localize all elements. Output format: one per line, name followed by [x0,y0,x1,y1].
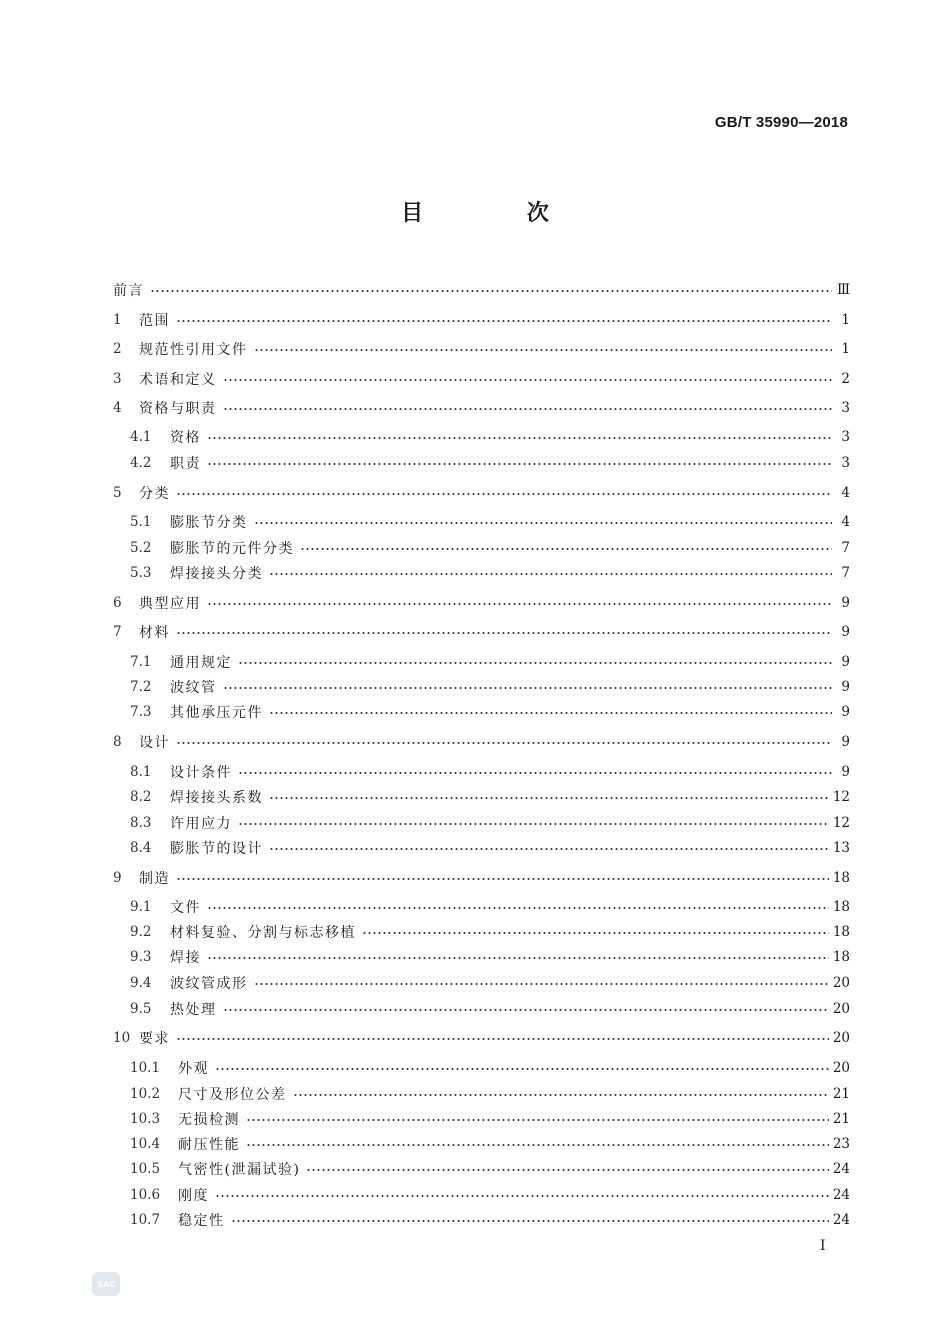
toc-entry[interactable] [130,972,850,994]
toc-entry-label: 职责 [170,456,201,472]
toc-entry-number: 9.3 [130,949,152,965]
toc-leader-dots [269,701,832,723]
toc-entry[interactable] [130,761,850,783]
toc-entry-page: Ⅲ [836,282,850,298]
toc-leader-dots [223,676,833,698]
page-title: 目 次 [401,201,597,226]
toc-entry-page: 3 [841,429,850,445]
toc-entry-number: 7 [113,624,122,640]
toc-entry-number: 1 [113,312,122,328]
toc-entry-page: 1 [841,341,850,357]
toc-entry-label: 分类 [139,486,170,502]
toc-entry-page: 3 [841,455,850,471]
toc-entry-label: 无损检测 [178,1112,240,1128]
toc-leader-dots [269,837,829,859]
toc-entry-number: 9.4 [130,975,152,991]
toc-entry[interactable] [130,1184,850,1206]
toc-entry[interactable] [130,1083,850,1105]
toc-leader-dots [269,786,829,808]
toc-entry-number: 7.1 [130,654,152,670]
toc-entry[interactable] [130,676,850,698]
toc-leader-dots [223,998,829,1020]
toc-entry[interactable] [113,279,850,301]
toc-leader-dots [223,397,833,419]
toc-entry-label: 要求 [139,1031,170,1047]
toc-entry[interactable] [130,701,850,723]
toc-entry-label: 耐压性能 [178,1137,240,1153]
toc-entry-number: 7.3 [130,704,152,720]
toc-entry[interactable] [130,1057,850,1079]
toc-entry-page: 13 [832,840,850,856]
toc-entry-page: 18 [832,870,850,886]
toc-entry-label: 材料 [139,625,170,641]
toc-entry-number: 4.2 [130,455,152,471]
toc-entry-number: 8.3 [130,815,152,831]
toc-entry-label: 文件 [170,900,201,916]
toc-entry-number: 9.2 [130,924,152,940]
toc-entry[interactable] [113,621,850,643]
toc-entry-label: 尺寸及形位公差 [178,1087,287,1103]
toc-entry-number: 4 [113,400,122,416]
toc-leader-dots [269,562,832,584]
toc-leader-dots [207,592,832,614]
toc-leader-dots [176,867,829,889]
toc-entry-label: 规范性引用文件 [139,342,248,358]
toc-entry-number: 10 [113,1030,131,1046]
toc-entry-label: 材料复验、分割与标志移植 [170,925,356,941]
toc-entry-label: 波纹管成形 [170,976,248,992]
toc-entry-page: 18 [832,899,850,915]
toc-entry-number: 10.2 [130,1086,161,1102]
toc-entry-page: 4 [841,514,850,530]
toc-entry[interactable] [113,338,850,360]
toc-entry-page: 9 [841,764,850,780]
toc-leader-dots [215,1057,829,1079]
toc-entry-label: 膨胀节分类 [170,515,248,531]
toc-leader-dots [362,921,829,943]
toc-entry-page: 12 [832,815,850,831]
toc-entry[interactable] [113,368,850,390]
toc-leader-dots [207,452,832,474]
toc-entry-label: 外观 [178,1061,209,1077]
toc-entry-page: 24 [832,1212,850,1228]
toc-leader-dots [238,761,832,783]
toc-entry-number: 5.3 [130,565,152,581]
toc-entry-label: 术语和定义 [139,372,217,388]
toc-leader-dots [238,812,829,834]
toc-entry-label: 资格与职责 [139,401,217,417]
toc-entry[interactable] [113,867,850,889]
toc-entry-label: 膨胀节的设计 [170,841,263,857]
toc-entry-label: 波纹管 [170,680,217,696]
toc-entry-page: 23 [832,1136,850,1152]
toc-entry-page: 21 [832,1086,850,1102]
toc-entry-number: 8.1 [130,764,152,780]
toc-entry-number: 5.2 [130,540,152,556]
toc-entry-page: 1 [841,312,850,328]
toc-entry-label: 许用应力 [170,816,232,832]
toc-entry-number: 9.1 [130,899,152,915]
toc-entry-label: 前言 [113,283,144,299]
toc-entry[interactable] [130,812,850,834]
toc-entry-number: 10.4 [130,1136,161,1152]
toc-entry[interactable] [113,397,850,419]
toc-entry[interactable] [130,946,850,968]
toc-entry-label: 气密性(泄漏试验) [178,1162,301,1178]
toc-leader-dots [207,426,832,448]
toc-leader-dots [176,731,832,753]
toc-entry-page: 7 [841,565,850,581]
toc-entry-page: 9 [841,654,850,670]
toc-entry[interactable] [113,1027,850,1049]
toc-entry-label: 膨胀节的元件分类 [170,541,294,557]
toc-entry[interactable] [130,1133,850,1155]
toc-leader-dots [293,1083,829,1105]
toc-entry-label: 设计条件 [170,765,232,781]
toc-entry-label: 通用规定 [170,655,232,671]
toc-entry-label: 焊接 [170,950,201,966]
toc-entry-label: 资格 [170,430,201,446]
toc-leader-dots [207,896,829,918]
toc-entry[interactable] [130,837,850,859]
toc-entry-page: 9 [841,679,850,695]
toc-entry[interactable] [130,786,850,808]
toc-leader-dots [176,309,832,331]
toc-entry-number: 7.2 [130,679,152,695]
toc-entry-page: 9 [841,595,850,611]
toc-leader-dots [238,651,832,673]
toc-entry[interactable] [130,1158,850,1180]
toc-entry[interactable] [113,309,850,331]
toc-entry-number: 8 [113,734,122,750]
toc-entry[interactable] [130,998,850,1020]
toc-entry[interactable] [130,452,850,474]
page-number: I [820,1238,826,1254]
toc-entry[interactable] [130,1209,850,1231]
toc-leader-dots [246,1108,829,1130]
toc-entry-label: 范围 [139,313,170,329]
watermark-text: SAC [97,1279,115,1289]
toc-leader-dots [176,482,832,504]
toc-entry-page: 24 [832,1161,850,1177]
toc-entry-label: 刚度 [178,1188,209,1204]
toc-entry-page: 20 [832,975,850,991]
toc-entry-label: 稳定性 [178,1213,225,1229]
toc-entry-number: 10.5 [130,1161,161,1177]
toc-entry-number: 9 [113,870,122,886]
toc-entry-label: 典型应用 [139,596,201,612]
toc-leader-dots [254,511,833,533]
toc-entry-number: 6 [113,595,122,611]
toc-entry-page: 3 [841,400,850,416]
toc-entry-page: 7 [841,540,850,556]
toc-entry-number: 5.1 [130,514,152,530]
toc-entry[interactable] [113,731,850,753]
toc-entry-number: 10.6 [130,1187,161,1203]
toc-entry[interactable] [130,1108,850,1130]
toc-entry[interactable] [130,511,850,533]
toc-leader-dots [176,1027,829,1049]
toc-entry-label: 其他承压元件 [170,705,263,721]
toc-leader-dots [215,1184,829,1206]
toc-entry-page: 20 [832,1060,850,1076]
toc-entry-page: 4 [841,485,850,501]
toc-leader-dots [246,1133,829,1155]
toc-entry-number: 10.7 [130,1212,161,1228]
toc-entry-page: 24 [832,1187,850,1203]
toc-leader-dots [306,1158,828,1180]
toc-leader-dots [176,621,832,643]
toc-entry-page: 12 [832,789,850,805]
toc-leader-dots [254,972,829,994]
toc-leader-dots [300,537,832,559]
toc-entry-number: 10.1 [130,1060,161,1076]
toc-entry-number: 9.5 [130,1001,152,1017]
toc-entry-page: 20 [832,1030,850,1046]
toc-entry[interactable] [130,426,850,448]
toc-entry-page: 20 [832,1001,850,1017]
toc-leader-dots [207,946,829,968]
toc-entry[interactable] [130,896,850,918]
toc-entry-number: 8.2 [130,789,152,805]
toc-entry[interactable] [130,537,850,559]
toc-entry[interactable] [113,482,850,504]
toc-entry-number: 8.4 [130,840,152,856]
toc-entry-page: 9 [841,704,850,720]
toc-entry-number: 4.1 [130,429,152,445]
toc-entry-page: 2 [841,371,850,387]
toc-entry[interactable] [130,562,850,584]
toc-entry-number: 10.3 [130,1111,161,1127]
toc-leader-dots [254,338,833,360]
toc-entry-number: 2 [113,341,122,357]
toc-entry[interactable] [130,651,850,673]
toc-leader-dots [150,279,832,301]
toc-entry-label: 制造 [139,871,170,887]
toc-entry-label: 焊接接头系数 [170,790,263,806]
toc-entry-page: 18 [832,949,850,965]
toc-entry[interactable] [130,921,850,943]
toc-entry-number: 3 [113,371,122,387]
toc-entry-label: 焊接接头分类 [170,566,263,582]
toc-leader-dots [231,1209,829,1231]
sac-watermark-logo [92,1272,120,1296]
toc-leader-dots [223,368,833,390]
toc-entry-number: 5 [113,485,122,501]
toc-entry-page: 21 [832,1111,850,1127]
toc-entry-label: 设计 [139,735,170,751]
standard-number: GB/T 35990—2018 [714,114,848,131]
toc-entry-label: 热处理 [170,1002,217,1018]
toc-entry-page: 9 [841,734,850,750]
toc-entry-page: 18 [832,924,850,940]
toc-entry[interactable] [113,592,850,614]
toc-entry-page: 9 [841,624,850,640]
